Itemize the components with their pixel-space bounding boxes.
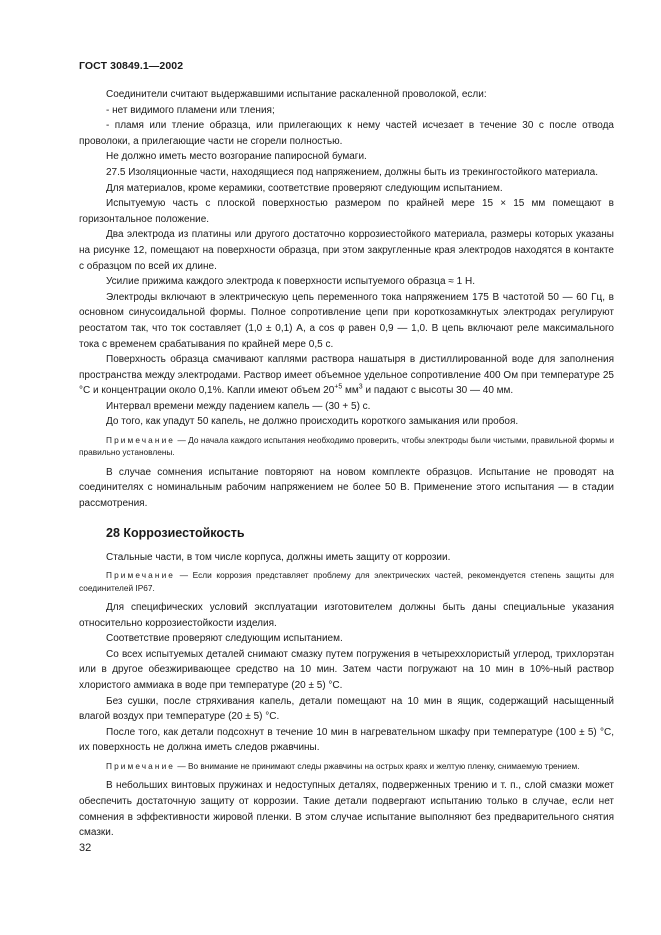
note xyxy=(79,760,614,772)
paragraph: Испытуемую часть с плоской поверхностью размером по крайней мере 15 × 15 мм помещают в горизонтальное положение. xyxy=(79,198,614,225)
page-number: 32 xyxy=(79,842,92,854)
list-item: - пламя или тление образца, или прилегающих к нему частей исчезает в течение 30 с после отвода проволоки, а прилегающие части не сгорели полностью. xyxy=(79,120,614,147)
paragraph: Для материалов, кроме керамики, соответствие проверяют следующим испытанием. xyxy=(106,182,503,194)
drops-text: Поверхность образца смачивают каплями раствора нашатыря в дистиллированной воде для заполнения пространства между электродами. Раствор имеет объемное удельное сопротивление 400 Ом при температуре 25 °С и концентрации около 0,1%. Капли имеют объем 20 xyxy=(79,354,614,397)
paragraph: Без сушки, после стряхивания капель, детали помещают на 10 мин в ящик, содержащий насыщенный влагой воздух при температуре (20 ± 5) °С. xyxy=(79,695,614,723)
drops-unit: мм xyxy=(342,385,359,397)
section-title: 28 Коррозиестойкость xyxy=(106,525,245,540)
note-label: Примечание xyxy=(106,761,176,771)
drops-text-end: и падают с высоты 30 — 40 мм. xyxy=(362,385,514,397)
paragraph: Со всех испытуемых деталей снимают смазку путем погружения в четыреххлористый углерод, трихлорэтан или в другое обезжиривающее средство на 10 мин. Затем части погружают на 10 мин в 10%-ный раствор хлористого аммиака в воде при температуре (20 ± 5) °С. xyxy=(79,648,614,692)
paragraph: В случае сомнения испытание повторяют на новом комплекте образцов. Испытание не проводят на соединителях с номинальным рабочим напряжением не более 50 В. Применение этого испытания — в стадии рассмотрения. xyxy=(79,466,614,510)
paragraph: До того, как упадут 50 капель, не должно происходить короткого замыкания или пробоя. xyxy=(106,416,519,428)
paragraph: Для специфических условий эксплуатации изготовителем должны быть даны специальные указания относительно коррозиестойкости изделия. xyxy=(79,602,614,629)
paragraph-drops xyxy=(79,352,614,399)
paragraph: Соответствие проверяют следующим испытанием. xyxy=(106,633,343,645)
paragraph: Интервал времени между падением капель — (30 + 5) с. xyxy=(106,400,371,412)
note-label: Примечание xyxy=(106,570,176,581)
note-text: — Если коррозия представляет проблему для электрических частей, рекомендуется степень защиты для соединителей IP67. xyxy=(79,570,614,593)
paragraph: Два электрода из платины или другого достаточно коррозиестойкого материала, размеры которых указаны на рисунке 12, помещают на поверхности образца, при этом закругленные края электродов находятся в контакте с образцом по всей их длине. xyxy=(79,229,614,272)
page-body xyxy=(79,87,614,841)
paragraph: Не должно иметь место возгорание папиросной бумаги. xyxy=(106,151,367,163)
note-text: — До начала каждого испытания необходимо проверить, чтобы электроды были чистыми, правильной формы и правильно установлены. xyxy=(79,435,614,458)
cube-superscript: 3 xyxy=(358,383,363,391)
paragraph: После того, как детали подсохнут в течение 10 мин в нагревательном шкафу при температуре (100 ± 5) °С, их поверхность не должна иметь следов ржавчины. xyxy=(79,726,614,754)
tolerance-superscript: +5 xyxy=(334,383,343,391)
list-item: - нет видимого пламени или тления; xyxy=(106,104,275,116)
paragraph: Электроды включают в электрическую цепь переменного тока напряжением 175 В частотой 50 — 60 Гц, в основном синусоидальной формы. Полное сопротивление цепи при короткозамкнутых электродах регулируют реостатом так, что ток составляет (1,0 ± 0,1) А, а cos φ равен 0,9 — 1,0. В цепь включают реле максимального тока с временем срабатывания по крайней мере 0,5 с. xyxy=(79,291,614,350)
paragraph: Соединители считают выдержавшими испытание раскаленной проволокой, если: xyxy=(106,89,487,100)
paragraph: В небольших винтовых пружинах и недоступных деталях, подверженных трению и т. п., слой смазки может обеспечить достаточную защиту от коррозии. Такие детали подвергают испытанию только в случае, если нет сомнения в эффективности жировой пленки. В этом случае испытание выполняют без предварительного снятия смазки. xyxy=(79,780,614,839)
document-header: ГОСТ 30849.1—2002 xyxy=(79,60,184,72)
note xyxy=(79,569,614,594)
clause-27-5: 27.5 Изоляционные части, находящиеся под напряжением, должны быть из трекингостойкого материала. xyxy=(106,166,599,178)
note-label: Примечание xyxy=(106,435,176,446)
paragraph: Стальные части, в том числе корпуса, должны иметь защиту от коррозии. xyxy=(106,551,451,563)
note-text: — Во внимание не принимают следы ржавчины на острых краях и желтую пленку, снимаемую трением. xyxy=(175,761,580,771)
paragraph: Усилие прижима каждого электрода к поверхности испытуемого образца ≈ 1 Н. xyxy=(106,276,475,288)
note xyxy=(79,434,614,459)
